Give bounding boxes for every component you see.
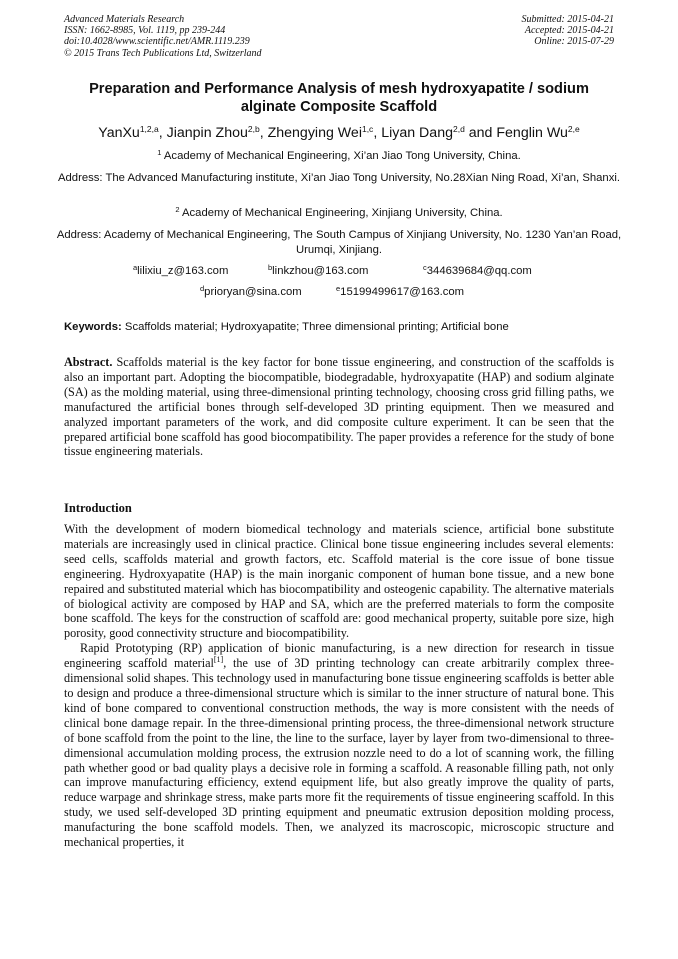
abstract-paragraph (64, 355, 614, 459)
journal-header (64, 14, 262, 59)
citation-marker: [1] (213, 655, 224, 665)
email-address: linkzhou@163.com (272, 265, 369, 277)
affiliation-marker: 2 (175, 205, 180, 214)
author-separator: , (158, 125, 167, 141)
email-e (336, 285, 464, 299)
email-marker: e (336, 284, 341, 293)
author-name: Zhengying Wei (267, 125, 362, 141)
author-separator: , (373, 125, 382, 141)
online-date: Online: 2015-07-29 (534, 36, 614, 48)
email-address: 15199499617@163.com (340, 286, 465, 298)
affiliation-2-address: Address: Academy of Mechanical Engineering, The South Campus of Xinjiang University, No. 1230 Yan’an Road, Urumqi, Xinjiang. (56, 229, 622, 257)
author-affiliation-marker: 1,2,a (139, 124, 159, 134)
keywords-label: Keywords: (64, 321, 122, 333)
author-separator: , (259, 125, 268, 141)
journal-name: Advanced Materials Research (64, 14, 185, 25)
affiliation-marker: 1 (157, 148, 162, 157)
section-heading-introduction: Introduction (64, 501, 132, 515)
email-address: prioryan@sina.com (204, 286, 302, 298)
affiliation-2 (56, 206, 622, 221)
journal-issn: ISSN: 1662-8985, Vol. 1119, pp 239-244 (64, 25, 226, 37)
email-a (133, 264, 228, 278)
email-address: lilixiu_z@163.com (137, 265, 229, 277)
author-name: Fenglin Wu (496, 125, 568, 141)
keywords-text: Scaffolds material; Hydroxyapatite; Three dimensional printing; Artificial bone (121, 321, 509, 333)
intro-paragraph-2 (64, 641, 614, 850)
dates-header (522, 14, 615, 48)
email-marker: c (423, 263, 427, 272)
author-name: Jianpin Zhou (166, 125, 248, 141)
email-marker: a (133, 263, 138, 272)
submitted-date: Submitted: 2015-04-21 (521, 14, 614, 25)
keywords (64, 320, 624, 334)
author-list (30, 124, 648, 142)
author-name: Liyan Dang (381, 125, 453, 141)
affiliation-text: Academy of Mechanical Engineering, Xi’an Jiao Tong University, China. (161, 150, 521, 162)
title-line-2: alginate Composite Scaffold (240, 99, 438, 115)
email-c (423, 264, 532, 278)
journal-doi: doi:10.4028/www.scientific.net/AMR.1119.239 (64, 36, 250, 48)
title-line-1: Preparation and Performance Analysis of mesh hydroxyapatite / sodium (89, 81, 589, 97)
intro-paragraph-1: With the development of modern biomedical technology and materials science, artificial bone substitute materials are increasingly used in clinical practice. Clinical bone tissue engineering includes several elements: seed cells, scaffolds material and growth factors, etc. Scaffold material is the core issue of bone tissue engineering. Hydroxyapatite (HAP) is the main inorganic component of human bone tissue, and a new bone repaired and substituted material which has biocompatibility and osteogenic capability. The alternative materials of biological activity are composed by HAP and SA, which are the preferred materials to form the composite bone scaffold. The keys for the construction of scaffold are: good mechanical property, suitable pore size, high porosity, good connectivity structure and biocompatibility. (64, 522, 614, 641)
author-affiliation-marker: 1,c (361, 124, 374, 134)
affiliation-1-address: Address: The Advanced Manufacturing institute, Xi’an Jiao Tong University, No.28Xian Ning Road, Xi’an, Shanxi. (57, 172, 621, 184)
email-address: 344639684@qq.com (426, 265, 532, 277)
introduction-body (64, 522, 614, 850)
affiliation-text: Academy of Mechanical Engineering, Xinjiang University, China. (179, 207, 503, 219)
email-d (200, 285, 302, 299)
author-name: YanXu (98, 125, 140, 141)
author-affiliation-marker: 2,b (247, 124, 260, 134)
abstract-label: Abstract. (64, 355, 113, 369)
abstract (64, 355, 614, 459)
email-marker: d (200, 284, 205, 293)
email-b (268, 264, 368, 278)
author-affiliation-marker: 2,e (567, 124, 580, 134)
intro-paragraph-2-start: Rapid Prototyping (RP) application of bionic manufacturing, is a new direction for research in tissue engineering scaffold material (64, 641, 614, 671)
paper-title (40, 80, 638, 116)
accepted-date: Accepted: 2015-04-21 (524, 25, 614, 37)
affiliation-1 (56, 149, 622, 164)
abstract-text: Scaffolds material is the key factor for bone tissue engineering, and construction of the scaffolds is also an important part. Adopting the biocompatible, biodegradable, hydroxyapatite (HAP) and sodium alginate (SA) as the molding material, using three-dimensional printing technology, choosing cross grid filling paths, we manufactured the artificial bones through self-developed 3D printing equipment. Then we measured and analyzed important parameters of the work, and did composite culture experiment. It can be seen that the prepared artificial bone scaffold has good biocompatibility. The paper provides a reference for the study of bone tissue engineering materials. (64, 355, 614, 459)
journal-copyright: © 2015 Trans Tech Publications Ltd, Switzerland (64, 47, 262, 59)
author-affiliation-marker: 2,d (452, 124, 465, 134)
email-marker: b (268, 263, 273, 272)
intro-paragraph-2-rest: , the use of 3D printing technology can create arbitrarily complex three-dimensional solid shapes. This technology used in manufacturing bone tissue engineering scaffolds is better able to design and produce a three-dimensional structure which is similar to the inner structure of natural bone. This kind of bone compared to conventional construction methods, the way is more consistent with the needs of clinical bone damage repair. In the three-dimensional printing process, the three-dimensional network structure of bone scaffold from the point to the line, the line to the surface, layer by layer from two-dimensional to three-dimensional accumulation molding process, the extrusion nozzle need to do a lot of scanning work, the filling path whether good or bad quality plays a decisive role in forming a scaffold. A reasonable filling path, not only can improve manufacturing efficiency, extend equipment life, but also greatly improve the quality of parts, reduce warpage and shrinkage stress, make parts more fit the requirements of tissue engineering scaffold. In this study, we used self-developed 3D printing equipment and pneumatic extrusion deposition molding process, manufacturing the bone scaffold models. Then, we analyzed its macroscopic, microscopic structure and mechanical properties, it (64, 656, 615, 850)
author-separator: and (464, 125, 497, 141)
